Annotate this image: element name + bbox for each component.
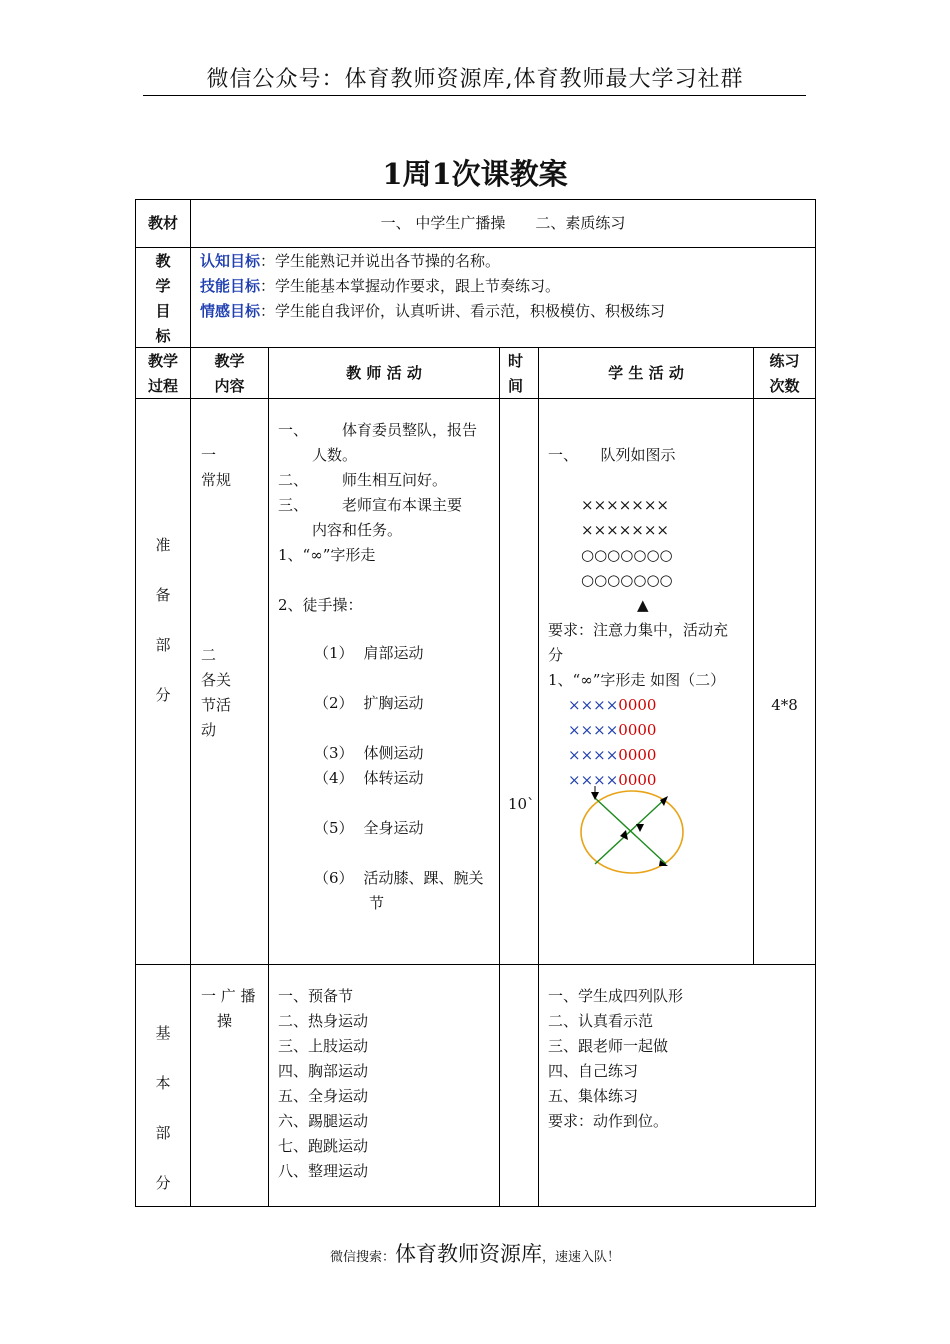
prep-process-label: 准 备 部 分 [155,536,171,704]
exercise-item: （2） 扩胸运动 [314,694,424,712]
basic-content: 一 广 播 操 [201,987,256,1030]
prep-time: 10` [508,795,535,813]
table-rule [135,247,816,248]
basic-student-activities [548,984,683,1134]
col-header-reps: 练习 次数 [769,352,800,395]
table-rule [499,347,500,1207]
fig-row: ××××0000 [568,696,657,714]
page-footer: 微信搜索：体育教师资源库，速速入队！ [329,1242,621,1266]
col-header-content: 教学 内容 [214,352,245,395]
broadcast-section: 四、胸部运动 [278,1062,369,1080]
basic-process-label: 基 本 部 分 [155,1024,171,1192]
broadcast-section: 五、全身运动 [278,1087,369,1105]
objectives-list [200,249,665,324]
header-rule [143,95,806,96]
student-step: 一、学生成四列队形 [548,987,684,1005]
figure8-caption: 1、“∞”字形走 如图（二） [548,671,726,689]
table-rule [135,347,816,348]
objective-affective: 情感目标：学生能自我评价，认真听讲、看示范，积极模仿、积极练习 [200,302,666,320]
material-label: 教材 [147,214,178,232]
broadcast-section: 二、热身运动 [278,1012,369,1030]
prep-content-routine: 一 常规 [201,446,232,489]
prep-teacher-activities: 一、 体育委员整队，报告 人数。 二、 师生相互问好。 三、 老师宣布本课主要 内容和任务。 1、“∞”字形走 2、徒手操： [278,418,477,618]
figure8-walk: 1、“∞”字形走 [278,546,376,564]
objectives-label: 教 学 目 标 [155,252,171,345]
fig-row: ××××0000 [568,771,657,789]
exercise-list: （1） 肩部运动 （2） 扩胸运动 （3） 体侧运动 （4） 体转运动 （5） 全身运动 （6） 活动膝、踝、腕关 节 [314,641,484,916]
broadcast-section: 三、上肢运动 [278,1037,369,1055]
teacher-step: 二、 师生相互问好。 [278,471,448,489]
exercise-item: （5） 全身运动 [314,819,424,837]
formation-title: 一、 队列如图示 [548,446,676,464]
fig-row: ××××0000 [568,746,657,764]
table-rule [753,347,754,964]
teacher-marker: ▲ [637,596,649,614]
prep-requirement: 要求：注意力集中，活动充 分 [548,621,729,664]
teacher-step: 三、 老师宣布本课主要 [278,496,463,514]
student-step: 四、自己练习 [548,1062,639,1080]
student-step: 要求：动作到位。 [548,1112,669,1130]
fig-row: ××××0000 [568,721,657,739]
page-title: 1周1次课教案 [382,157,568,191]
col-header-student: 学 生 活 动 [608,364,684,382]
material-value: 一、 中学生广播操 二、素质练习 [380,214,626,232]
student-step: 五、集体练习 [548,1087,639,1105]
figure8-diagram [570,780,695,880]
exercise-item: （1） 肩部运动 [314,644,424,662]
col-header-teacher: 教 师 活 动 [346,364,422,382]
objective-cognitive: 认知目标：学生能熟记并说出各节操的名称。 [200,252,501,270]
teacher-step: 一、 体育委员整队，报告 [278,421,478,439]
page-header: 微信公众号：体育教师资源库,体育教师最大学习社群 [206,67,744,92]
freehand-exercises: 2、徒手操： [278,596,363,614]
table-border-right [815,199,816,1207]
student-step: 三、跟老师一起做 [548,1037,669,1055]
arrow-head-icon [636,824,644,832]
broadcast-section: 六、踢腿运动 [278,1112,369,1130]
exercise-item: （6） 活动膝、踝、腕关 [314,869,484,887]
basic-teacher-activities [278,984,368,1184]
arrow-head-icon [591,792,599,800]
broadcast-section: 八、整理运动 [278,1162,369,1180]
prep-content-joints: 二 各关 节活 动 [201,646,232,739]
broadcast-section: 一、预备节 [278,987,354,1005]
arrow-head-icon [620,830,628,840]
exercise-item: （3） 体侧运动 [314,744,424,762]
broadcast-section: 七、跑跳运动 [278,1137,369,1155]
formation-diagram: ××××××× ××××××× ○○○○○○○ ○○○○○○○ [581,496,673,589]
col-header-time: 时 间 [508,352,524,395]
table-border-bottom [135,1206,816,1207]
figure8-rows [568,693,656,793]
exercise-item: （4） 体转运动 [314,769,424,787]
table-rule [268,347,269,1207]
table-rule [538,347,539,1207]
student-step: 二、认真看示范 [548,1012,654,1030]
table-border-top [135,199,816,200]
objective-skill: 技能目标：学生能基本掌握动作要求，跟上节奏练习。 [200,277,561,295]
col-header-process: 教学 过程 [147,352,178,395]
prep-reps: 4*8 [771,696,798,714]
table-rule [135,964,816,965]
